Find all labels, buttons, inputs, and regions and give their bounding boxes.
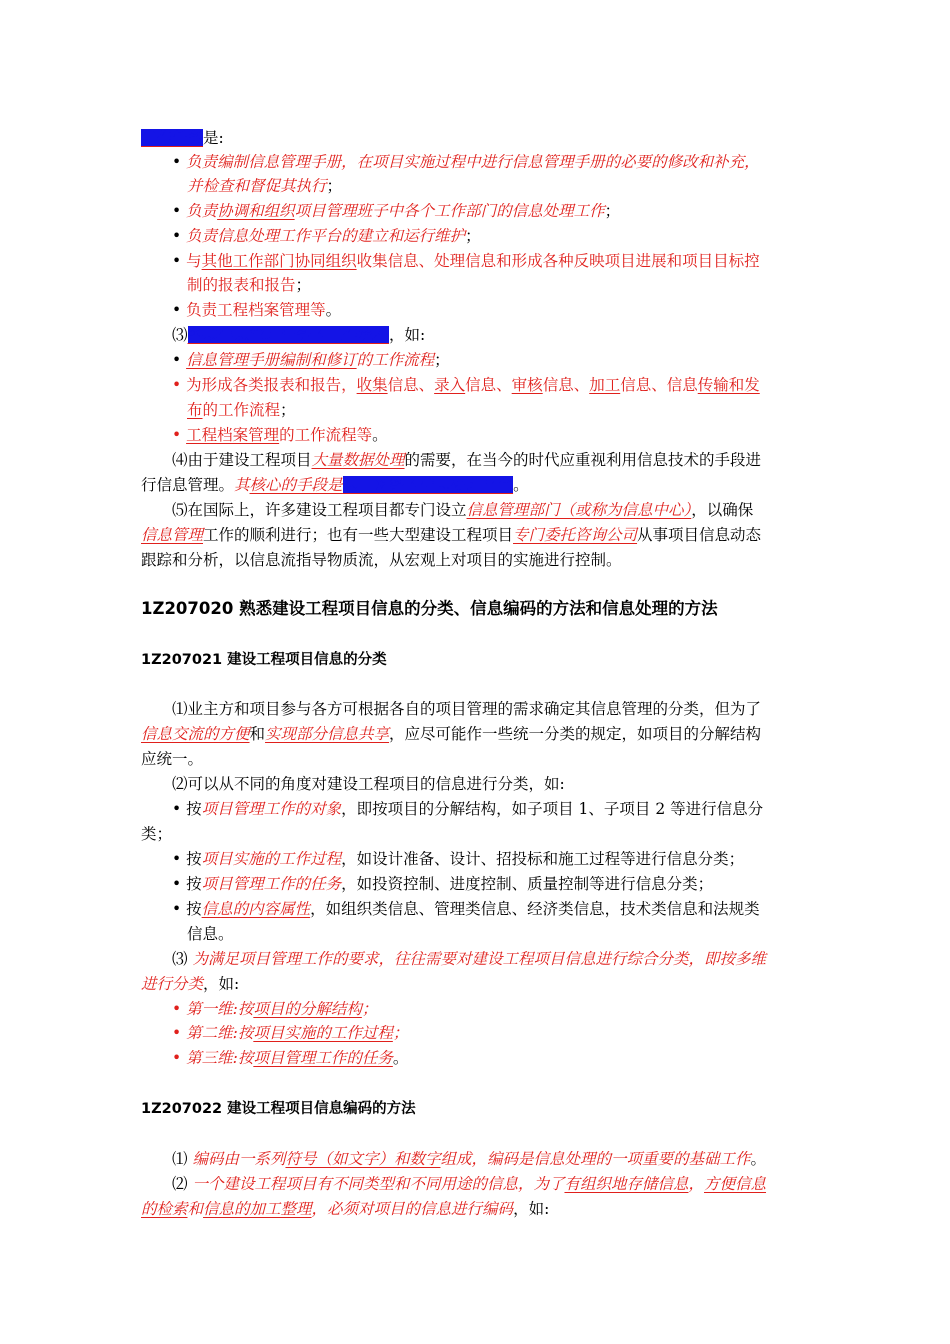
line-task-intro: 工作任务是: bbox=[141, 129, 224, 147]
bullet-continuation: 类； bbox=[141, 825, 173, 843]
bullet-continuation: 信息。 bbox=[187, 925, 234, 943]
paragraph-line: 信息管理工作的顺利进行；也有一些大型建设工程项目专门委托咨询公司从事项目信息动态 bbox=[141, 526, 762, 544]
paragraph-line: 应统一。 bbox=[141, 750, 204, 768]
numbered-item: ⑶各项信息管理任务的工作流程，如: bbox=[172, 326, 426, 344]
paragraph-line: ⑵可以从不同的角度对建设工程项目的信息进行分类，如: bbox=[172, 775, 565, 793]
bullet-item: • 第三维:按项目管理工作的任务。 bbox=[172, 1049, 409, 1067]
paragraph-line: 信息交流的方便和实现部分信息共享，应尽可能作一些统一分类的规定，如项目的分解结构 bbox=[141, 725, 762, 743]
bullet-item: • 信息管理手册编制和修订的工作流程； bbox=[172, 351, 450, 369]
highlight: 各项信息管理任务的工作流程 bbox=[187, 326, 390, 344]
bullet-continuation: 并检查和督促其执行； bbox=[187, 177, 343, 195]
bullet-item: • 与其他工作部门协同组织收集信息、处理信息和形成各种反映项目进展和项目目标控 bbox=[172, 252, 760, 270]
bullet-item: • 第二维:按项目实施的工作过程； bbox=[172, 1024, 409, 1042]
bullet-item: • 按信息的内容属性，如组织类信息、管理类信息、经济类信息，技术类信息和法规类 bbox=[172, 900, 760, 918]
bullet-item: • 为形成各类报表和报告，收集信息、录入信息、审核信息、加工信息、信息传输和发 bbox=[172, 376, 760, 394]
bullet-item: • 工程档案管理的工作流程等。 bbox=[172, 426, 388, 444]
paragraph-line: 进行分类，如: bbox=[141, 975, 240, 993]
numbered-item: ⑴ 编码由一系列符号（如文字）和数字组成，编码是信息处理的一项重要的基础工作。 bbox=[172, 1150, 767, 1168]
bullet-dot: • bbox=[172, 153, 182, 171]
bullet-continuation: 布的工作流程； bbox=[187, 401, 296, 419]
paragraph-line: 的检索和信息的加工整理，必须对项目的信息进行编码，如: bbox=[141, 1200, 550, 1218]
bullet-continuation: 制的报表和报告； bbox=[187, 276, 312, 294]
bullet-item: • 按项目管理工作的对象，即按项目的分解结构，如子项目 1、子项目 2 等进行信息分 bbox=[172, 800, 764, 818]
numbered-item: ⑵ 一个建设工程项目有不同类型和不同用途的信息，为了有组织地存储信息，方便信息 bbox=[172, 1175, 767, 1193]
bullet-item: • 第一维:按项目的分解结构； bbox=[172, 1000, 378, 1018]
paragraph-line: 行信息管理。其核心的手段是基于网络的信息处理平台。 bbox=[141, 476, 529, 494]
bullet-item: • 负责信息处理工作平台的建立和运行维护； bbox=[172, 227, 481, 245]
bullet-item: • 按项目实施的工作过程，如设计准备、设计、招投标和施工过程等进行信息分类； bbox=[172, 850, 745, 868]
subsection-heading: 1Z207021 建设工程项目信息的分类 bbox=[141, 652, 387, 668]
highlight: 基于网络的信息处理平台 bbox=[342, 476, 514, 494]
bullet-item: • 负责协调和组织项目管理班子中各个工作部门的信息处理工作； bbox=[172, 202, 621, 220]
paragraph-line: ⑸在国际上，许多建设工程项目都专门设立信息管理部门（或称为信息中心），以确保 bbox=[172, 501, 754, 519]
bullet-item: • 负责编制信息管理手册，在项目实施过程中进行信息管理手册的必要的修改和补充， bbox=[172, 153, 760, 171]
paragraph-line: ⑴业主方和项目参与各方可根据各自的项目管理的需求确定其信息管理的分类，但为了 bbox=[172, 700, 762, 718]
paragraph-line: 跟踪和分析，以信息流指导物质流，从宏观上对项目的实施进行控制。 bbox=[141, 551, 622, 569]
section-heading: 1Z207020 熟悉建设工程项目信息的分类、信息编码的方法和信息处理的方法 bbox=[141, 599, 718, 618]
bullet-item: • 按项目管理工作的任务，如投资控制、进度控制、质量控制等进行信息分类； bbox=[172, 875, 714, 893]
paragraph-line: ⑷由于建设工程项目大量数据处理的需要，在当今的时代应重视利用信息技术的手段进 bbox=[172, 451, 762, 469]
bullet-item: • 负责工程档案管理等。 bbox=[172, 301, 342, 319]
highlight: 工作任务 bbox=[141, 129, 204, 147]
numbered-item: ⑶ 为满足项目管理工作的要求，往往需要对建设工程项目信息进行综合分类，即按多维 bbox=[172, 950, 766, 968]
subsection-heading: 1Z207022 建设工程项目信息编码的方法 bbox=[141, 1101, 416, 1117]
